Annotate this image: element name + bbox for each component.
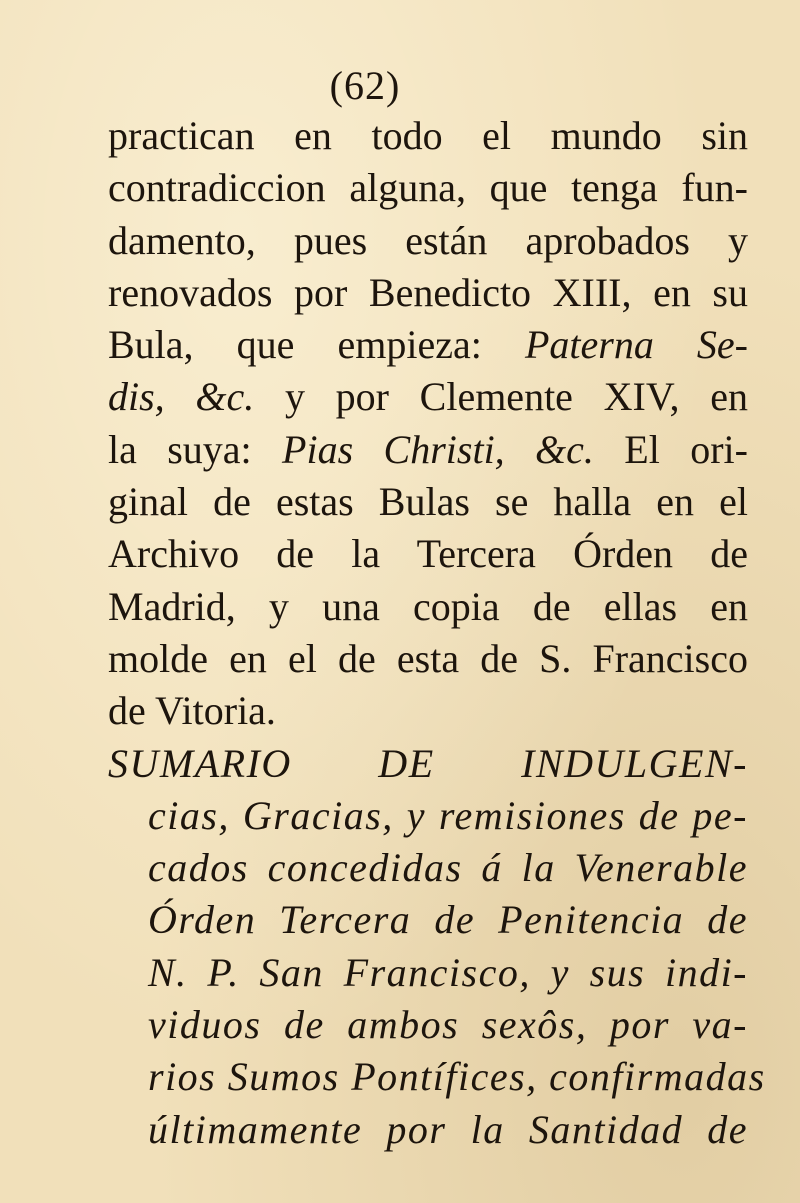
text-line: [108, 215, 748, 267]
text-segment: Madrid, y una copia de ellas en: [108, 583, 748, 629]
text-segment: renovados por Benedicto XIII, en su: [108, 269, 748, 315]
italic-text: Paterna Se-: [524, 322, 748, 368]
summary-heading: [108, 738, 766, 1156]
text-line: [108, 633, 748, 685]
heading-line: SUMARIO DE INDULGEN-: [108, 740, 748, 786]
text-segment: El ori-: [593, 426, 748, 472]
text-line: [108, 110, 748, 162]
heading-line: últimamente por la Santidad de: [148, 1106, 748, 1152]
text-segment: la suya:: [108, 426, 283, 472]
text-segment: ginal de estas Bulas se halla en el: [108, 479, 748, 525]
text-segment: Bula, que empieza:: [108, 322, 525, 368]
text-segment: practican en todo el mundo sin: [108, 113, 748, 158]
text-line: [108, 162, 748, 214]
italic-text: dis, &c.: [108, 374, 255, 420]
heading-line: Órden Tercera de Penitencia de: [148, 897, 748, 943]
text-segment: y por Clemente XIV, en: [254, 374, 749, 420]
heading-line: cados concedidas á la Venerable: [148, 845, 748, 891]
text-segment: contradiccion alguna, que tenga fun-: [108, 165, 748, 211]
italic-text: Pias Christi, &c.: [282, 426, 594, 472]
text-line: [108, 685, 748, 737]
heading-line: rios Sumos Pontífices, confirmadas: [148, 1054, 766, 1100]
page-number: (62): [329, 63, 401, 108]
text-line: [108, 424, 748, 476]
text-line: [108, 371, 748, 423]
text-line: [108, 528, 748, 580]
text-segment: molde en el de esta de S. Francisco: [108, 635, 748, 681]
heading-line: N. P. San Francisco, y sus indi-: [148, 949, 748, 995]
text-segment: de Vitoria.: [108, 688, 276, 734]
body-text: [108, 110, 766, 1156]
text-line: [108, 581, 748, 633]
text-segment: Archivo de la Tercera Órden de: [108, 531, 748, 577]
text-line: [108, 319, 748, 371]
text-line: [108, 476, 748, 528]
heading-line: cias, Gracias, y remisiones de pe-: [148, 792, 748, 838]
body-paragraph: [108, 110, 748, 738]
heading-line: viduos de ambos sexôs, por va-: [148, 1002, 748, 1048]
text-segment: damento, pues están aprobados y: [108, 217, 748, 263]
text-line: [108, 267, 748, 319]
